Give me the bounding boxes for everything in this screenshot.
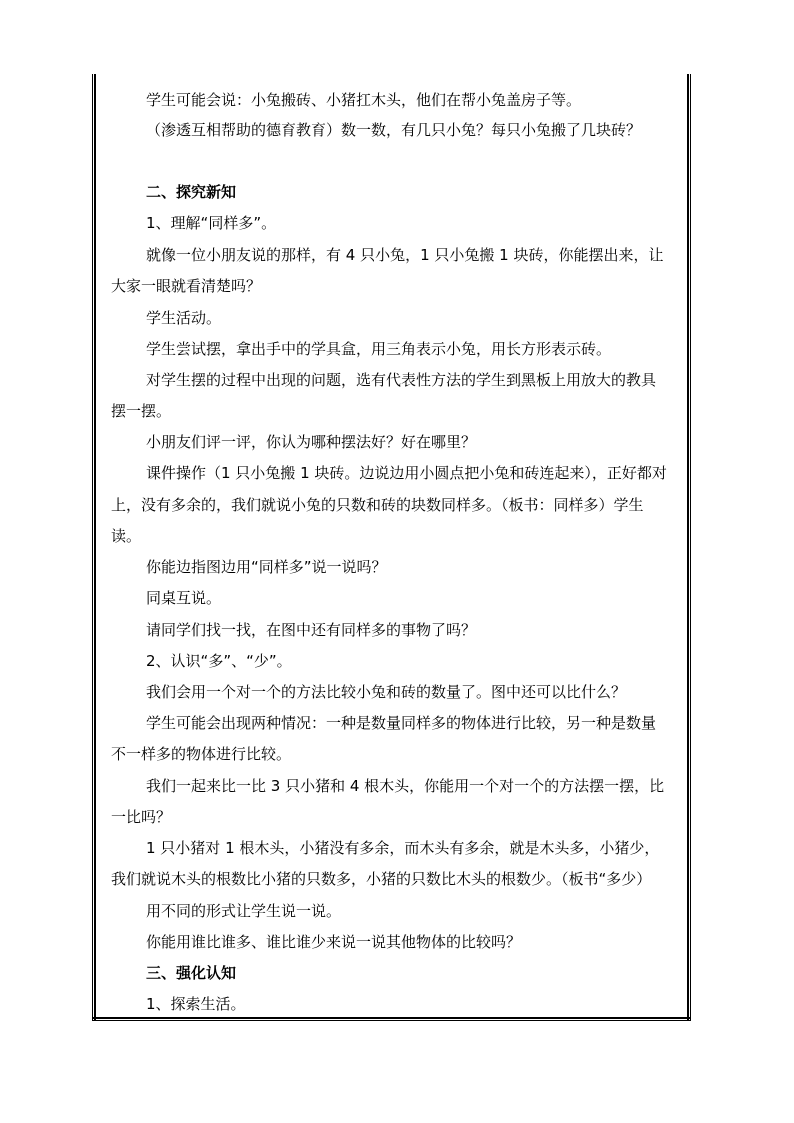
paragraph-line: 我们一起来比一比 3 只小猪和 4 根木头，你能用一个对一个的方法摆一摆，比 bbox=[146, 777, 665, 795]
paragraph-line: 对学生摆的过程中出现的问题，选有代表性方法的学生到黑板上用放大的教具 bbox=[146, 371, 657, 389]
paragraph-line: 同桌互说。 bbox=[146, 589, 222, 607]
paragraph-line: 学生可能会说：小兔搬砖、小猪扛木头，他们在帮小兔盖房子等。 bbox=[146, 91, 582, 109]
paragraph-line: 大家一眼就看清楚吗？ bbox=[111, 277, 262, 295]
paragraph-line: 请同学们找一找，在图中还有同样多的事物了吗？ bbox=[146, 621, 477, 639]
paragraph-line: 不一样多的物体进行比较。 bbox=[111, 745, 292, 763]
paragraph-line: 你能用谁比谁多、谁比谁少来说一说其他物体的比较吗？ bbox=[146, 933, 522, 951]
subsection-heading: 2、认识“多”、“少”。 bbox=[146, 652, 292, 670]
paragraph-line: 小朋友们评一评，你认为哪种摆法好？好在哪里？ bbox=[146, 433, 477, 451]
paragraph-line: 上，没有多余的，我们就说小兔的只数和砖的块数同样多。（板书：同样多）学生 bbox=[111, 496, 644, 514]
paragraph-line: 读。 bbox=[111, 527, 142, 545]
paragraph-line: （渗透互相帮助的德育教育）数一数，有几只小兔？每只小兔搬了几块砖？ bbox=[146, 121, 642, 139]
paragraph-line: 用不同的形式让学生说一说。 bbox=[146, 902, 342, 920]
section-heading: 二、探究新知 bbox=[146, 183, 237, 201]
paragraph-line: 摆一摆。 bbox=[111, 402, 172, 420]
paragraph-line: 你能边指图边用“同样多”说一说吗？ bbox=[146, 558, 387, 576]
subsection-heading: 1、理解“同样多”。 bbox=[146, 214, 277, 232]
paragraph-line: 1 只小猪对 1 根木头，小猪没有多余，而木头有多余，就是木头多，小猪少， bbox=[146, 839, 660, 857]
section-heading: 三、强化认知 bbox=[146, 964, 237, 982]
paragraph-line: 我们会用一个对一个的方法比较小兔和砖的数量了。图中还可以比什么？ bbox=[146, 683, 627, 701]
paragraph-line: 课件操作（1 只小兔搬 1 块砖。边说边用小圆点把小兔和砖连起来），正好都对 bbox=[146, 464, 667, 482]
table-bottom-rule bbox=[93, 1017, 690, 1019]
paragraph-line: 一比吗？ bbox=[111, 808, 172, 826]
subsection-heading: 1、探索生活。 bbox=[146, 995, 246, 1013]
paragraph-line: 学生可能会出现两种情况：一种是数量同样多的物体进行比较，另一种是数量 bbox=[146, 714, 657, 732]
paragraph-line: 就像一位小朋友说的那样，有 4 只小兔，1 只小兔搬 1 块砖，你能摆出来，让 bbox=[146, 246, 664, 264]
paragraph-line: 我们就说木头的根数比小猪的只数多，小猪的只数比木头的根数少。（板书“多少） bbox=[111, 870, 652, 888]
paragraph-line: 学生尝试摆，拿出手中的学具盒，用三角表示小兔，用长方形表示砖。 bbox=[146, 340, 612, 358]
paragraph-line: 学生活动。 bbox=[146, 309, 222, 327]
